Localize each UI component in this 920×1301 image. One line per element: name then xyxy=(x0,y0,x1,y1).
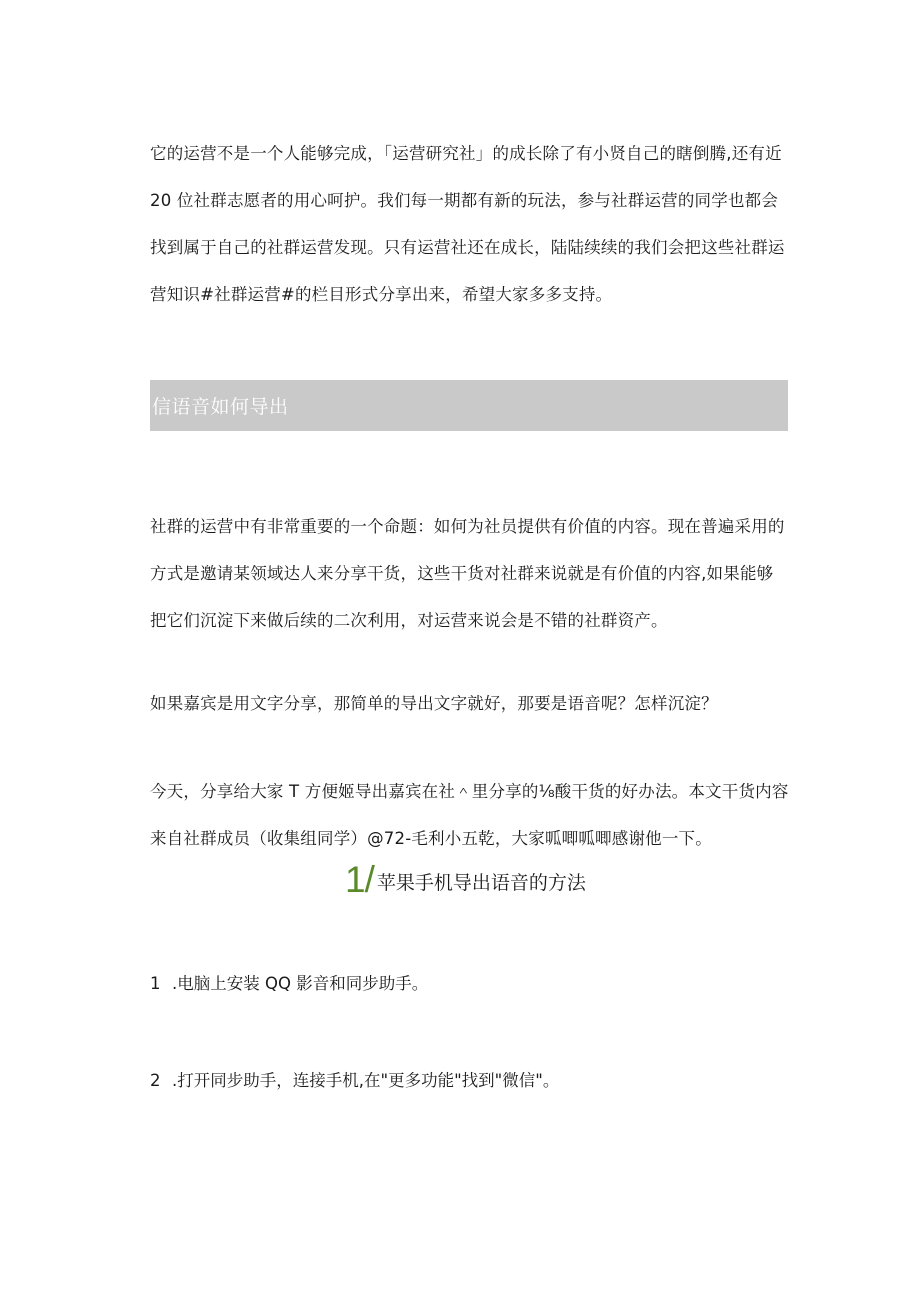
subheading-number: 1/ xyxy=(345,859,374,900)
step-text: .电脑上安装 QQ 影音和同步助手。 xyxy=(172,974,429,993)
question-paragraph: 如果嘉宾是用文字分享，那简单的导出文字就好，那要是语音呢？怎样沉淀？ xyxy=(150,694,718,713)
today-paragraph: 今天，分享给大家 T 方便姬导出嘉宾在社＾里分享的⅛酸干货的好办法。本文干货内容来自社群成员（收集组同学）@72-毛利小五乾，大家呱唧呱唧感谢他一下。 xyxy=(150,782,789,848)
step-item xyxy=(150,1069,559,1093)
section-banner xyxy=(150,380,788,431)
step-item xyxy=(150,972,428,996)
section-banner-title: 信语音如何导出 xyxy=(152,396,289,418)
step-number: 2 xyxy=(150,1071,161,1090)
intro-paragraph: 它的运营不是一个人能够完成，「运营研究社」的成长除了有小贤自己的瞎倒腾,还有近 20 位社群志愿者的用心呵护。我们每一期都有新的玩法，参与社群运营的同学也都会找到属于自己的社群运营发现。只有运营社还在成长，陆陆续续的我们会把这些社群运营知识#社群运营#的栏目形式分享出来，希望大家多多支持。 xyxy=(150,144,785,304)
step-text: .打开同步助手，连接手机,在"更多功能"找到"微信"。 xyxy=(172,1071,560,1090)
method-subheading xyxy=(345,852,586,902)
main-paragraph: 社群的运营中有非常重要的一个命题：如何为社员提供有价值的内容。现在普遍采用的方式是邀请某领域达人来分享干货，这些干货对社群来说就是有价值的内容,如果能够把它们沉淀下来做后续的二次利用，对运营来说会是不错的社群资产。 xyxy=(150,517,785,630)
subheading-title: 苹果手机导出语音的方法 xyxy=(376,872,586,894)
step-number: 1 xyxy=(150,974,161,993)
